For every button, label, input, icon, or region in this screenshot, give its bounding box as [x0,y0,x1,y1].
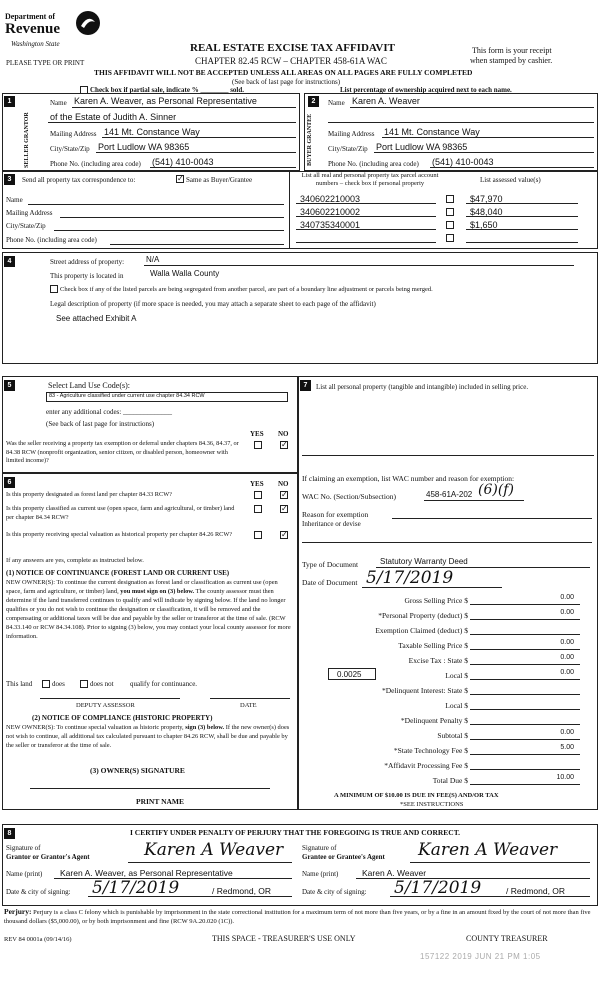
land-use-label: Select Land Use Code(s): [48,381,130,390]
s5-see-back: (See back of last page for instructions) [46,420,155,428]
print-note: PLEASE TYPE OR PRINT [6,59,85,67]
seller-city-label: City/State/Zip [50,145,90,153]
street-value[interactable]: N/A [146,255,160,264]
forest-yes-checkbox[interactable] [254,491,262,499]
section-6-forest-current-use [2,473,298,810]
partial-sale-label: Check box if partial sale, indicate % ________ sold. [90,86,245,94]
buyer-name-label: Name [328,99,345,107]
land-does-not-label: does not [90,680,114,688]
segregated-checkbox[interactable] [50,285,58,293]
grantee-sig-label2: Grantee or Grantee's Agent [302,853,385,861]
section-1-number: 1 [4,96,15,107]
parcel-number[interactable]: 340735340001 [300,220,361,230]
tax-row-label: Gross Selling Price $ [404,596,468,605]
revenue-swoosh-icon [75,10,101,36]
wac-handwritten: (6)(f) [478,482,514,498]
buyer-city[interactable]: Port Ludlow WA 98365 [376,142,468,152]
grantor-name-label: Name (print) [6,870,43,878]
buyer-mail[interactable]: 141 Mt. Constance Way [384,127,480,137]
doc-type-label: Type of Document [302,560,359,569]
personal-property-checkbox[interactable] [446,208,454,216]
deputy-assessor-label: DEPUTY ASSESSOR [76,702,135,709]
assessed-value[interactable]: $47,970 [470,194,503,204]
tax-row-label: Local $ [445,701,468,710]
seller-mail-label: Mailing Address [50,130,97,138]
seller-side-label: SELLER GRANTOR [24,112,30,168]
land-does-label: does [52,680,65,688]
see-instructions-note: *SEE INSTRUCTIONS [400,801,464,808]
tax-row-label: Taxable Selling Price $ [398,641,468,650]
tax-row-value[interactable]: 0.00 [560,639,574,646]
grantee-date-label: Date & city of signing: [302,888,367,896]
tax-row-label: *Delinquent Penalty $ [400,716,468,725]
minimum-due-note: A MINIMUM OF $10.00 IS DUE IN FEE(S) AND/OR TAX [334,792,499,799]
located-value[interactable]: Walla Walla County [150,269,220,278]
ownership-note: List percentage of ownership acquired next to each name. [340,86,512,94]
receipt-note-1: This form is your receipt [472,46,552,55]
perjury-label: Perjury: [4,907,32,916]
grantee-name[interactable]: Karen A. Weaver [362,868,427,878]
tax-row-value[interactable]: 0.00 [560,594,574,601]
historic-yes-checkbox[interactable] [254,531,262,539]
date-label: DATE [240,702,257,709]
seller-phone[interactable]: (541) 410-0043 [152,157,214,167]
tax-row-value[interactable]: 0.00 [560,609,574,616]
tax-row-value[interactable]: 10.00 [556,774,574,781]
agency-line1: Department of [5,12,55,21]
notice-continuance-c: The county assessor must then determine if the land transferred continues to qualify and will indicate by signing below. If the land no longer qualifies or you do not wish to continue the designation or classification, it will be removed and the compensating or additional taxes will be due and payable by the seller or transferor at the time of sale. (RCW 84.33.140 or RCW 84.34.108). Prior to signing (3) below, you may contact your local county assessor for more information. [6,588,291,640]
tax-row-label: Total Due $ [432,776,468,785]
assessed-value[interactable]: $48,040 [470,207,503,217]
parcel-number[interactable]: 340602210002 [300,207,361,217]
section-8-number: 8 [4,828,15,839]
recording-stamp: 157122 2019 JUN 21 PM 1:05 [420,952,541,961]
parcel-number[interactable]: 340602210003 [300,194,361,204]
grantee-date[interactable]: 5/17/2019 [394,878,482,898]
land-use-value: 83 - Agriculture classified under current use chapter 84.34 RCW [49,393,205,399]
tax-row-label: *Affidavit Processing Fee $ [384,761,468,770]
print-name-label: PRINT NAME [136,797,184,806]
section-4-property [2,252,598,364]
tax-row-label: *State Technology Fee $ [393,746,468,755]
section-3-number: 3 [4,174,15,185]
same-as-buyer-checkbox[interactable]: ✓ [177,174,184,183]
personal-property-note: List all personal property (tangible and intangible) included in selling price. [316,383,529,391]
grantee-name-label: Name (print) [302,870,339,878]
exemption-yes-checkbox[interactable] [254,441,262,449]
land-does-not-checkbox[interactable] [80,680,88,688]
notice-compliance-c: If the new owner(s) does not wish to continue, all additional tax calculated pursuant to chapter 84.26 RCW, shall be due and payable by the seller or transferor at the time of sale. [6,724,290,749]
grantor-name[interactable]: Karen A. Weaver, as Personal Representative [60,868,233,878]
street-label: Street address of property: [50,258,125,266]
same-as-buyer-label: Same as Buyer/Grantee [186,176,253,184]
grantee-sig-label: Signature of [302,844,337,852]
tax-row-value[interactable]: 0.00 [560,654,574,661]
form-chapter: CHAPTER 82.45 RCW – CHAPTER 458-61A WAC [195,56,387,66]
seller-name-label: Name [50,99,67,107]
doc-date-label: Date of Document [302,578,358,587]
seller-name-line1[interactable]: Karen A. Weaver, as Personal Representative [74,96,257,106]
s6-yes: YES [250,480,264,488]
section-7-number: 7 [300,380,311,391]
grantee-signature[interactable]: Karen A Weaver [418,840,558,860]
legal-value[interactable]: See attached Exhibit A [56,314,137,323]
land-does-checkbox[interactable] [42,680,50,688]
tax-row-label: Subtotal $ [437,731,468,740]
exemption-question: Was the seller receiving a property tax exemption or deferral under chapters 84.36, 84.37, or 84.38 RCW (nonprofit organization, senior citizen, or disabled person, homeowner with limited income)? [6,440,239,464]
exemption-no-checkbox[interactable]: ✓ [281,440,288,449]
notice-continuance-a: NEW OWNER(S): To continue the current designation as forest land or classification as current use (open space, farm and agriculture, or timber) land, [6,579,278,595]
county-treasurer: COUNTY TREASURER [466,934,548,943]
buyer-name[interactable]: Karen A. Weaver [352,96,420,106]
certify-statement: I CERTIFY UNDER PENALTY OF PERJURY THAT THE FOREGOING IS TRUE AND CORRECT. [130,828,461,837]
grantor-city[interactable]: / Redmond, OR [212,886,272,896]
wac-label: WAC No. (Section/Subsection) [302,492,396,501]
perjury-notice [4,908,596,926]
doc-type-value[interactable]: Statutory Warranty Deed [380,557,468,566]
send-correspondence-label: Send all property tax correspondence to: [22,176,136,184]
seller-mail[interactable]: 141 Mt. Constance Way [104,127,200,137]
seller-city[interactable]: Port Ludlow WA 98365 [98,142,190,152]
land-use-select[interactable] [46,392,288,402]
tax-row-label: Excise Tax : State $ [408,656,468,665]
grantor-date[interactable]: 5/17/2019 [92,878,180,898]
current-use-question: Is this property classified as current use (open space, farm and agricultural, or timber) land per chapter 84.34 RCW? [6,505,235,521]
form-number: REV 84 0001a (09/14/16) [4,936,72,943]
grantor-sig-label: Signature of [6,844,41,852]
seller-phone-label: Phone No. (including area code) [50,160,141,168]
tax-row-value[interactable]: 5.00 [560,744,574,751]
form-title: REAL ESTATE EXCISE TAX AFFIDAVIT [190,42,395,54]
revenue-logo [5,12,125,52]
notice-compliance-b: sign (3) below. [185,724,225,731]
if-yes-note: If any answers are yes, complete as instructed below. [6,557,144,564]
local-rate: 0.0025 [337,670,362,679]
s3-mail-label: Mailing Address [6,209,53,217]
current-use-no-checkbox[interactable]: ✓ [281,504,288,513]
agency-line3: Washington State [11,40,60,48]
buyer-phone[interactable]: (541) 410-0043 [432,157,494,167]
section-4-number: 4 [4,256,15,267]
perjury-text: Perjury is a class C felony which is punishable by imprisonment in the state correctional institution for a maximum term of not more than five years, or by a fine in an amount fixed by the court of not more than five thousand dollars ($5,000.00), or by both imprisonment and fine (RCW 9A.20.020 (1C)). [4,909,591,925]
section-6-number: 6 [4,477,15,488]
personal-property-checkbox[interactable] [446,234,454,242]
grantee-city[interactable]: / Redmond, OR [506,886,566,896]
segregated-label: Check box if any of the listed parcels are being segregated from another parcel, are part of a boundary line adjustment or parcels being merged. [60,286,433,293]
buyer-mail-label: Mailing Address [328,130,375,138]
buyer-city-label: City/State/Zip [328,145,368,153]
current-use-yes-checkbox[interactable] [254,505,262,513]
notice-continuance-b: you must sign on (3) below. [120,588,195,595]
doc-date-value[interactable]: 5/17/2019 [366,568,454,588]
s3-name-label: Name [6,196,23,204]
owner-signature-title: (3) OWNER(S) SIGNATURE [90,766,185,775]
exemption-header: If claiming an exemption, list WAC number and reason for exemption: [302,474,515,483]
historic-question: Is this property receiving special valuation as historical property per chapter 84.26 RCW? [6,531,233,538]
seller-name-line2[interactable]: of the Estate of Judith A. Sinner [50,112,177,122]
section-5-number: 5 [4,380,15,391]
notice-continuance-title: (1) NOTICE OF CONTINUANCE (FOREST LAND OR CURRENT USE) [6,569,230,577]
grantor-signature[interactable]: Karen A Weaver [144,840,284,860]
see-back-note: (See back of last page for instructions) [232,78,341,86]
s6-no: NO [278,480,289,488]
parcel-header: List all real and personal property tax parcel account numbers – check box if personal property [301,172,439,187]
tax-row-label: Local $ [445,671,468,680]
notice-compliance-title: (2) NOTICE OF COMPLIANCE (HISTORIC PROPERTY) [32,714,213,722]
qualify-label: qualify for continuance. [130,680,198,688]
receipt-note-2: when stamped by cashier. [470,56,553,65]
grantor-sig-label2: Grantor or Grantor's Agent [6,853,90,861]
personal-property-checkbox[interactable] [446,195,454,203]
buyer-phone-label: Phone No. (including area code) [328,160,419,168]
tax-row-value[interactable]: 0.00 [560,669,574,676]
s5-yes: YES [250,430,264,438]
s5-no: NO [278,430,289,438]
reason-value[interactable]: Inheritance or devise [302,520,361,528]
s3-city-label: City/State/Zip [6,222,46,230]
tax-row-label: *Personal Property (deduct) $ [378,611,468,620]
section-2-number: 2 [308,96,319,107]
assessed-header: List assessed value(s) [480,176,541,184]
tax-row-label: *Delinquent Interest: State $ [381,686,468,695]
treasurer-space: THIS SPACE - TREASURER'S USE ONLY [212,934,356,943]
warning-text: THIS AFFIDAVIT WILL NOT BE ACCEPTED UNLESS ALL AREAS ON ALL PAGES ARE FULLY COMPLETED [94,68,473,77]
located-label: This property is located in [50,272,124,280]
additional-codes: enter any additional codes: ______________ [46,408,172,416]
tax-row-value[interactable]: 0.00 [560,729,574,736]
forest-no-checkbox[interactable]: ✓ [281,490,288,499]
personal-property-checkbox[interactable] [446,221,454,229]
local-rate-box[interactable] [328,668,376,680]
notice-compliance-text [6,723,292,750]
forest-land-question: Is this property designated as forest land per chapter 84.33 RCW? [6,491,172,498]
grantor-date-label: Date & city of signing: [6,888,71,896]
agency-line2: Revenue [5,21,60,37]
notice-compliance-a: NEW OWNER(S): To continue special valuation as historic property, [6,724,184,731]
s3-phone-label: Phone No. (including area code) [6,236,97,244]
tax-row-label: Exemption Claimed (deduct) $ [375,626,468,635]
owner-signature-line[interactable] [30,788,270,789]
legal-label: Legal description of property (if more space is needed, you may attach a separate sheet to each page of the affidavit) [50,300,376,308]
historic-no-checkbox[interactable]: ✓ [281,530,288,539]
notice-continuance-text [6,578,292,641]
buyer-side-label: BUYER GRANTEE [307,113,313,167]
reason-label: Reason for exemption [302,510,369,519]
assessed-value[interactable]: $1,650 [470,220,498,230]
wac-value[interactable]: 458-61A-202 [426,490,473,499]
this-land-label: This land [6,680,33,688]
